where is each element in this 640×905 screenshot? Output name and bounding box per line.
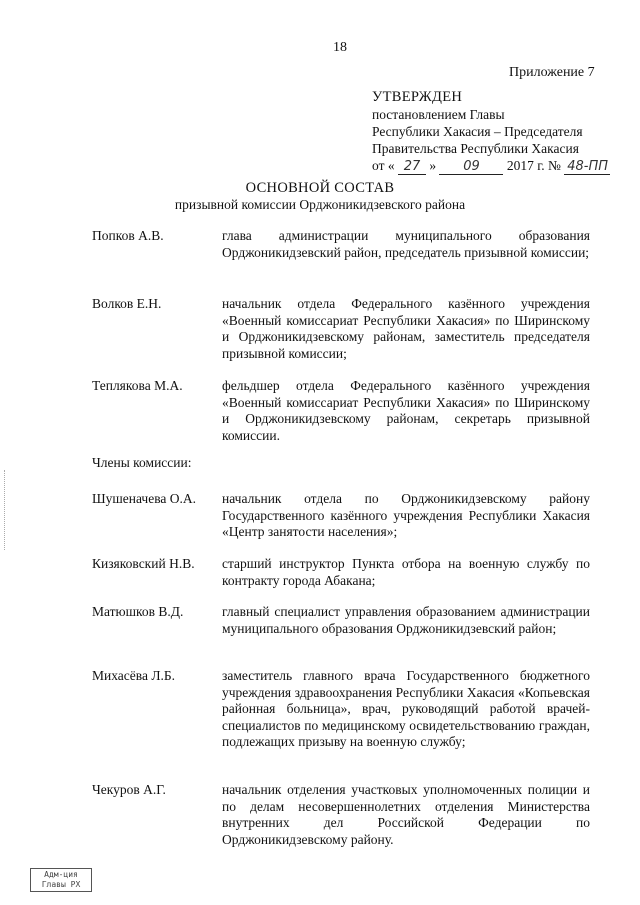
member-position: начальник отдела по Орджоникидзевскому району Государственного казённого учреждения Республики Хакасия «Центр занятости населения»; <box>222 491 590 539</box>
member-position: заместитель главного врача Государственного бюджетного учреждения здравоохранения Республики Хакасия «Копьевская районная больница», врач, руководящий работой врачей-специалистов по медицинскому освидетельствованию граждан, подлежащих призыву на военную службу; <box>222 668 590 749</box>
approved-heading: УТВЕРЖДЕН <box>372 89 463 105</box>
date-year: 2017 г. № <box>506 158 561 173</box>
member-name: Попков А.В. <box>92 228 164 243</box>
date-mid: » <box>429 158 437 173</box>
date-prefix: от « <box>372 158 395 173</box>
decree-number-handwritten: 48-ПП <box>564 160 610 175</box>
approval-date-line <box>372 157 622 175</box>
appendix-label: Приложение 7 <box>509 65 595 80</box>
date-month-handwritten: 09 <box>439 160 503 175</box>
document-subtitle: призывной комиссии Орджоникидзевского района <box>174 197 466 212</box>
approval-line-2: Республики Хакасия – Председателя <box>372 124 583 139</box>
member-position: фельдшер отдела Федерального казённого учреждения «Военный комиссариат Республики Хакасия» по Ширинскому и Орджоникидзевскому районам, секретарь призывной комиссии. <box>222 378 590 443</box>
member-name: Теплякова М.А. <box>92 378 183 393</box>
registration-stamp <box>30 868 92 892</box>
member-name: Михасёва Л.Б. <box>92 668 175 683</box>
member-position: глава администрации муниципального образования Орджоникидзевский район, председатель призывной комиссии; <box>222 228 590 260</box>
approval-block <box>372 89 622 175</box>
member-name: Кизяковский Н.В. <box>92 556 195 571</box>
date-day-handwritten: 27 <box>398 160 426 175</box>
member-name: Волков Е.Н. <box>92 296 162 311</box>
approval-line-3: Правительства Республики Хакасия <box>372 141 579 156</box>
member-position: начальник отдела Федерального казённого учреждения «Военный комиссариат Республики Хакасия» по Ширинскому и Орджоникидзевскому районам, заместитель председателя призывной комиссии; <box>222 296 590 361</box>
member-name: Чекуров А.Г. <box>92 782 166 797</box>
member-position: старший инструктор Пункта отбора на военную службу по контракту города Абакана; <box>222 556 590 588</box>
stamp-line-1: Адм-ция <box>44 870 78 879</box>
members-heading: Члены комиссии: <box>92 455 192 470</box>
scan-margin-mark <box>4 470 7 550</box>
member-name: Матюшков В.Д. <box>92 604 184 619</box>
approval-line-1: постановлением Главы <box>372 107 505 122</box>
stamp-line-2: Главы РХ <box>41 880 81 889</box>
page-number: 18 <box>333 40 347 55</box>
document-title: ОСНОВНОЙ СОСТАВ <box>245 180 395 196</box>
member-position: главный специалист управления образованием администрации муниципального образования Орджоникидзевский район; <box>222 604 590 636</box>
member-position: начальник отделения участковых уполномоченных полиции и по делам несовершеннолетних отделения Министерства внутренних дел Российской Федерации по Орджоникидзевскому району. <box>222 782 590 847</box>
member-name: Шушеначева О.А. <box>92 491 197 506</box>
